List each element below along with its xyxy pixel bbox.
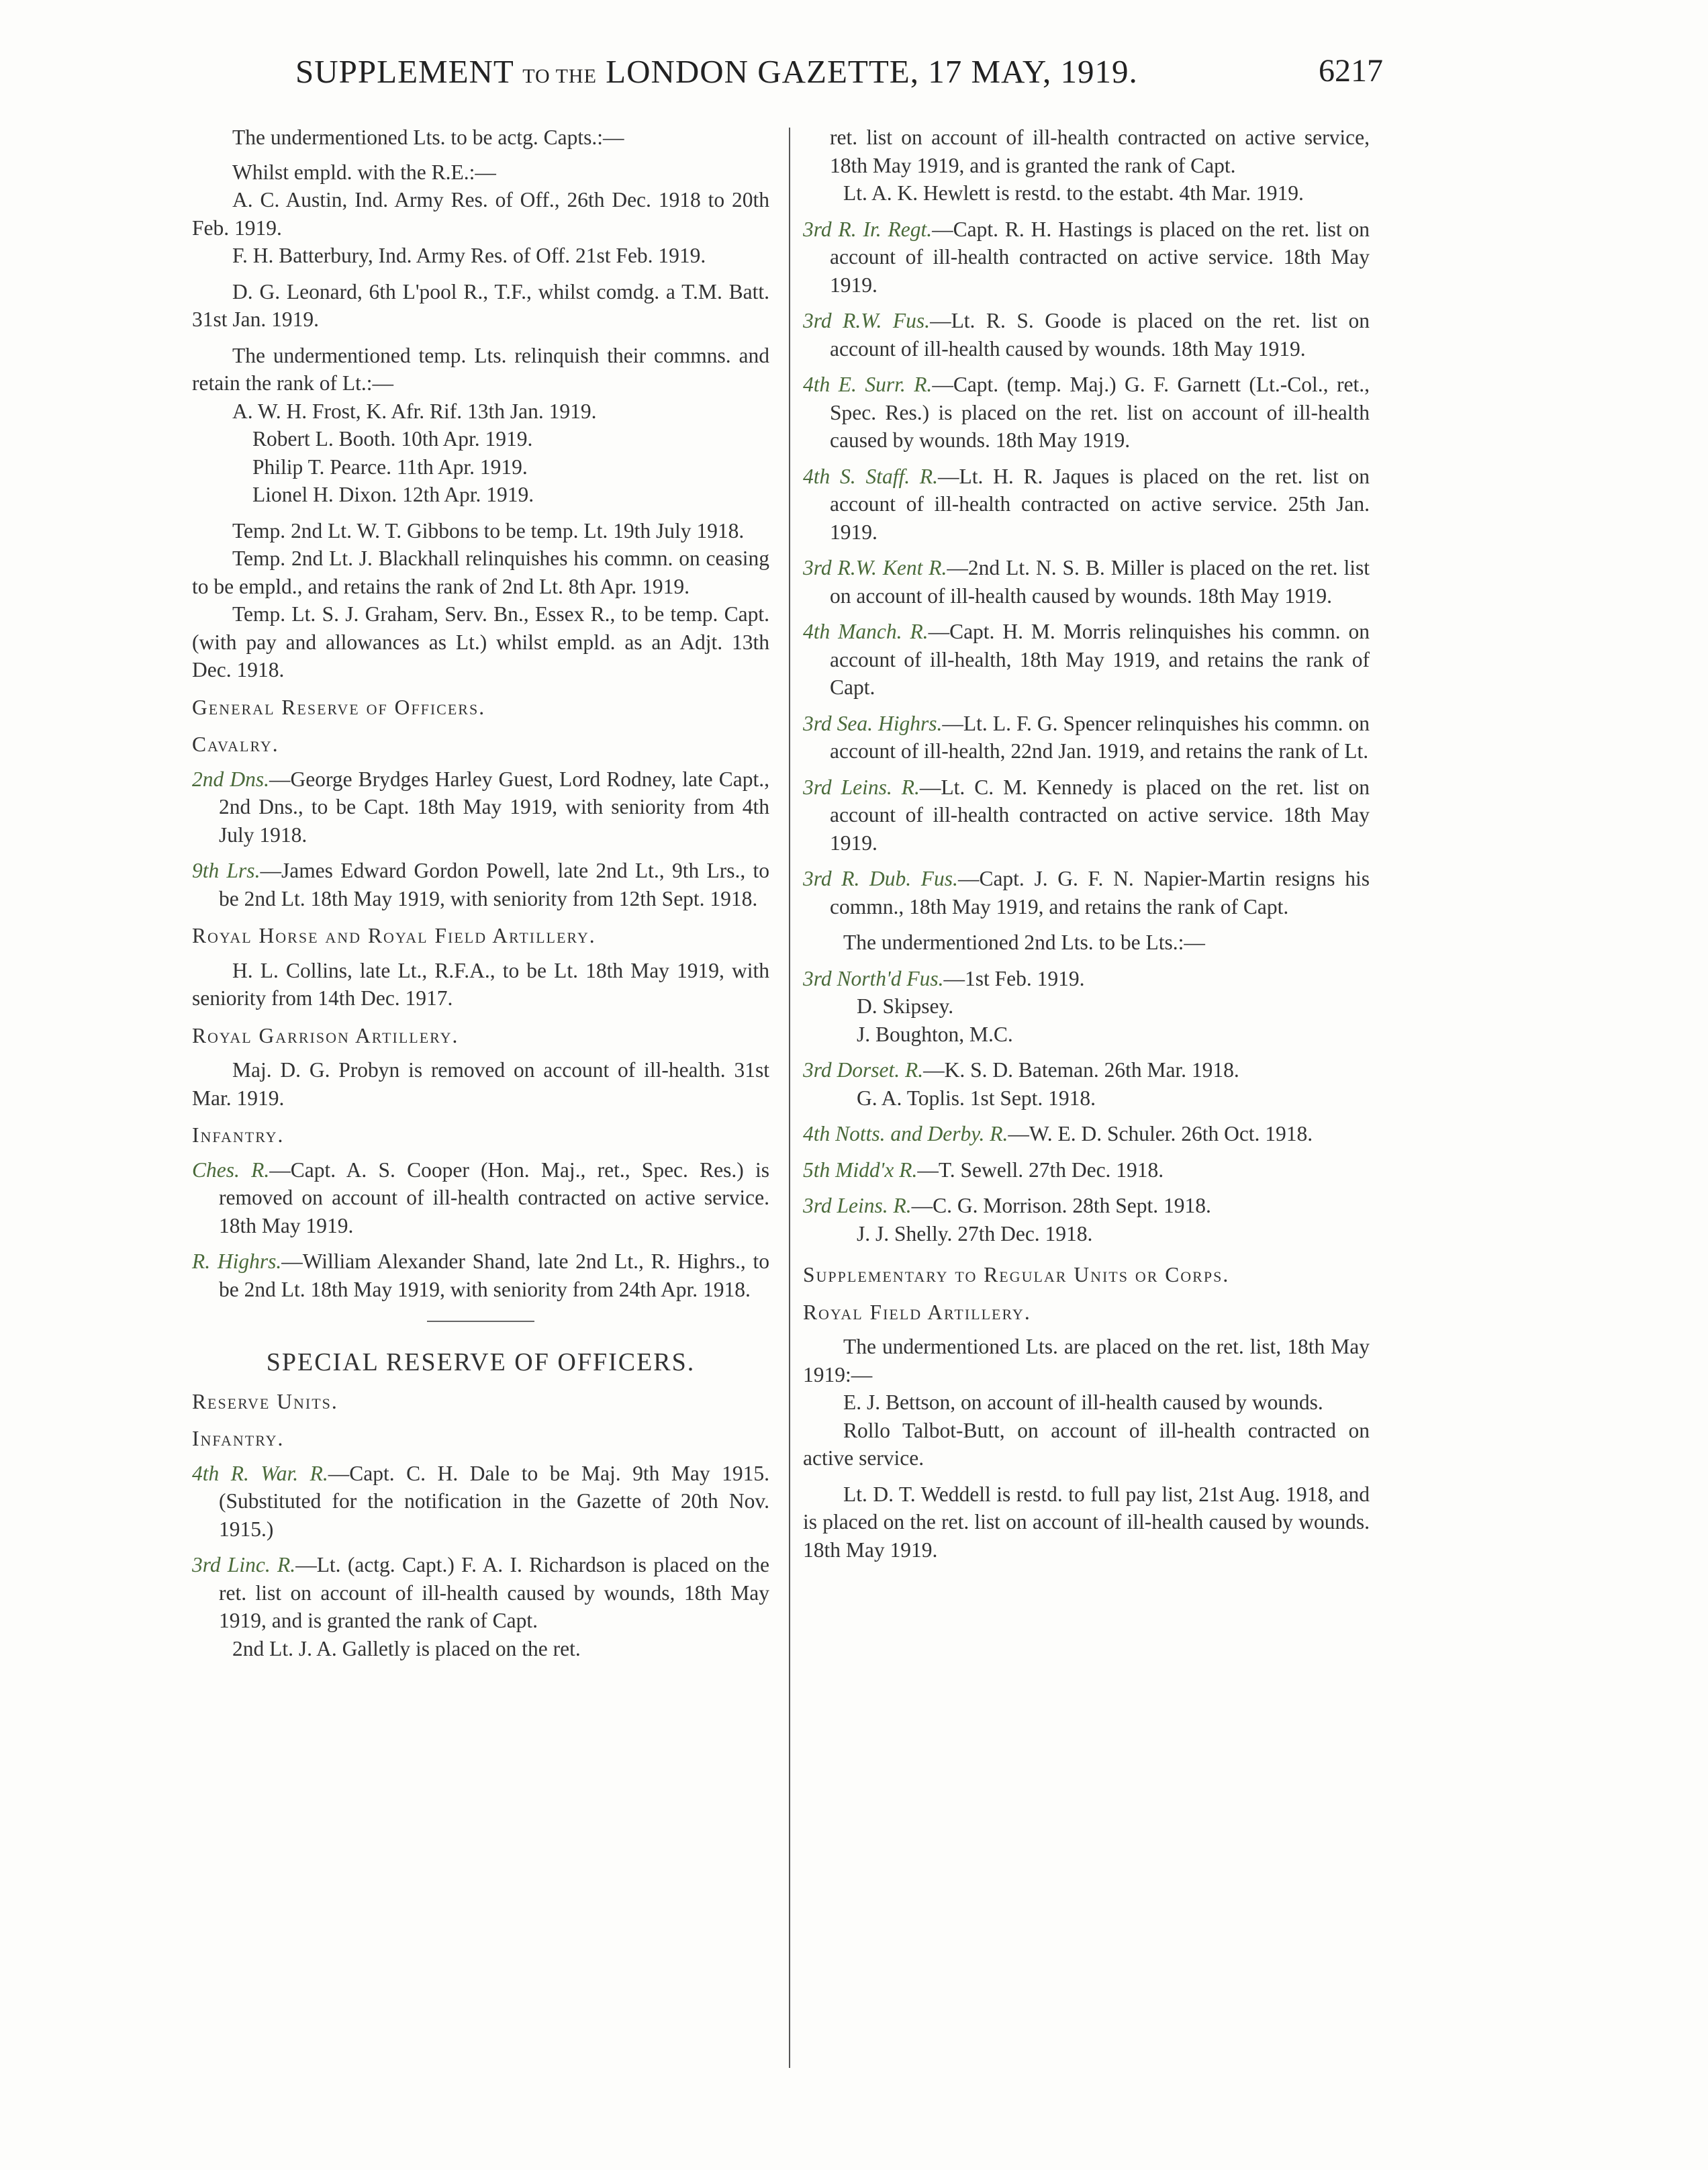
entry-text: —Capt. H. M. Morris relinquishes his commn. on account of ill-health, 18th May 1919, and retains the rank of Capt. xyxy=(830,620,1370,699)
entry-text: —Capt. J. G. F. N. Napier-Martin resigns his commn., 18th May 1919, and retains the rank of Capt. xyxy=(830,867,1370,918)
entry-text: —James Edward Gordon Powell, late 2nd Lt., 9th Lrs., to be 2nd Lt. 18th May 1919, with seniority from 12th Sept. 1918. xyxy=(219,859,769,910)
notice-paragraph: The undermentioned Lts. are placed on the ret. list, 18th May 1919:— xyxy=(803,1335,1370,1386)
unit-name: 9th Lrs. xyxy=(192,859,260,882)
entry-text: —Capt. C. H. Dale to be Maj. 9th May 1915. (Substituted for the notification in the Gazette of 20th Nov. 1915.) xyxy=(219,1461,769,1541)
entry-text: —2nd Lt. N. S. B. Miller is placed on the ret. list on account of ill-health caused by wounds. 18th May 1919. xyxy=(830,556,1370,608)
unit-entry xyxy=(192,1247,769,1303)
name-entry: J. J. Shelly. 27th Dec. 1918. xyxy=(857,1221,1093,1245)
entry-text: —William Alexander Shand, late 2nd Lt., R. Highrs., to be 2nd Lt. 18th May 1919, with seniority from 24th Apr. 1918. xyxy=(219,1249,769,1301)
major-heading: SPECIAL RESERVE OF OFFICERS. xyxy=(266,1348,696,1376)
name-entry: J. Boughton, M.C. xyxy=(857,1022,1013,1046)
entry-text: —Capt. R. H. Hastings is placed on the ret. list on account of ill-health contracted on active service. 18th May 1919. xyxy=(830,217,1370,297)
unit-entry xyxy=(803,307,1370,363)
unit-name: 4th S. Staff. R. xyxy=(803,464,938,488)
entry-text: —George Brydges Harley Guest, Lord Rodney, late Capt., 2nd Dns., to be Capt. 18th May 1919, with seniority from 4th July 1918. xyxy=(219,767,769,847)
unit-name: 3rd North'd Fus. xyxy=(803,966,944,990)
name-entry: Robert L. Booth. 10th Apr. 1919. xyxy=(252,427,533,451)
unit-name: 4th Manch. R. xyxy=(803,620,929,643)
unit-name: 3rd R.W. Kent R. xyxy=(803,556,947,579)
header-title xyxy=(295,52,1138,91)
section-heading: Royal Horse and Royal Field Artillery. xyxy=(192,924,596,947)
unit-name: 3rd R. Ir. Regt. xyxy=(803,217,933,241)
section-heading: Supplementary to Regular Units or Corps. xyxy=(803,1263,1230,1286)
section-heading: Infantry. xyxy=(192,1123,285,1147)
unit-name: 3rd Linc. R. xyxy=(192,1553,296,1576)
unit-name: 3rd Sea. Highrs. xyxy=(803,711,943,735)
entry-text: —Lt. H. R. Jaques is placed on the ret. list on account of ill-health contracted on active service. 25th Jan. 1919. xyxy=(830,464,1370,544)
entry-text: —Lt. C. M. Kennedy is placed on the ret. list on account of ill-health contracted on active service. 18th May 1919. xyxy=(830,775,1370,855)
notice-paragraph: Lt. D. T. Weddell is restd. to full pay list, 21st Aug. 1918, and is placed on the ret. list on account of ill-health caused by wounds. 18th May 1919. xyxy=(803,1482,1370,1562)
unit-entry xyxy=(192,1156,769,1240)
entry-text: —Lt. R. S. Goode is placed on the ret. list on account of ill-health caused by wounds. 18th May 1919. xyxy=(830,309,1370,361)
unit-name: 3rd Leins. R. xyxy=(803,1194,912,1217)
entry-text: —Lt. (actg. Capt.) F. A. I. Richardson is placed on the ret. list on account of ill-health caused by wounds, 18th May 1919, and is granted the rank of Capt. xyxy=(219,1553,769,1632)
unit-name: 4th E. Surr. R. xyxy=(803,373,933,396)
notice-paragraph: A. W. H. Frost, K. Afr. Rif. 13th Jan. 1919. xyxy=(232,399,597,423)
notice-paragraph: Lt. A. K. Hewlett is restd. to the estabt. 4th Mar. 1919. xyxy=(843,181,1304,205)
section-heading: General Reserve of Officers. xyxy=(192,695,486,719)
right-column xyxy=(803,124,1370,1564)
gazette-header xyxy=(295,52,1383,99)
unit-entry xyxy=(192,1460,769,1544)
unit-name: 3rd Leins. R. xyxy=(803,775,920,799)
name-entry: Lionel H. Dixon. 12th Apr. 1919. xyxy=(252,483,534,506)
column-divider xyxy=(789,128,790,2068)
unit-name: 3rd Dorset. R. xyxy=(803,1058,924,1082)
unit-name: 4th Notts. and Derby. R. xyxy=(803,1122,1008,1145)
section-heading: Royal Field Artillery. xyxy=(803,1300,1031,1324)
unit-name: 3rd R.W. Fus. xyxy=(803,309,931,332)
section-heading: Reserve Units. xyxy=(192,1389,338,1413)
unit-entry xyxy=(803,1056,1370,1084)
name-entry: G. A. Toplis. 1st Sept. 1918. xyxy=(857,1086,1096,1110)
notice-paragraph: H. L. Collins, late Lt., R.F.A., to be Lt. 18th May 1919, with seniority from 14th Dec. 1917. xyxy=(192,958,769,1010)
notice-paragraph: The undermentioned Lts. to be actg. Capts.:— xyxy=(232,126,624,149)
name-entry: D. Skipsey. xyxy=(857,994,954,1018)
unit-entry xyxy=(803,965,1370,993)
unit-name: 5th Midd'x R. xyxy=(803,1158,918,1182)
unit-entry xyxy=(803,1192,1370,1220)
notice-paragraph: F. H. Batterbury, Ind. Army Res. of Off. 21st Feb. 1919. xyxy=(232,244,706,267)
notice-paragraph: Temp. 2nd Lt. W. T. Gibbons to be temp. Lt. 19th July 1918. xyxy=(232,518,745,542)
entry-text: —Capt. (temp. Maj.) G. F. Garnett (Lt.-Col., ret., Spec. Res.) is placed on the ret. list on account of ill-health caused by wounds. 18th May 1919. xyxy=(830,373,1370,452)
notice-paragraph: ret. list on account of ill-health contracted on active service, 18th May 1919, and is granted the rank of Capt. xyxy=(830,126,1370,177)
unit-name: 4th R. War. R. xyxy=(192,1461,328,1485)
notice-paragraph: Maj. D. G. Probyn is removed on account of ill-health. 31st Mar. 1919. xyxy=(192,1058,769,1110)
entry-text: —W. E. D. Schuler. 26th Oct. 1918. xyxy=(1008,1122,1313,1145)
unit-entry xyxy=(803,554,1370,610)
unit-name: R. Highrs. xyxy=(192,1249,282,1273)
header-title-gazette-date: LONDON GAZETTE, 17 MAY, 1919. xyxy=(606,53,1138,90)
name-entry: Philip T. Pearce. 11th Apr. 1919. xyxy=(252,455,528,479)
unit-entry xyxy=(803,618,1370,702)
section-heading: Infantry. xyxy=(192,1427,285,1450)
entry-text: —K. S. D. Bateman. 26th Mar. 1918. xyxy=(923,1058,1239,1082)
unit-entry xyxy=(803,1156,1370,1184)
notice-paragraph: A. C. Austin, Ind. Army Res. of Off., 26th Dec. 1918 to 20th Feb. 1919. xyxy=(192,188,769,240)
notice-paragraph: 2nd Lt. J. A. Galletly is placed on the ret. xyxy=(232,1636,581,1660)
entry-text: —1st Feb. 1919. xyxy=(943,966,1085,990)
unit-entry xyxy=(192,857,769,912)
header-title-to-the: TO THE xyxy=(522,65,597,87)
unit-entry xyxy=(192,1551,769,1635)
page-number: 6217 xyxy=(1319,53,1383,89)
section-heading: Royal Garrison Artillery. xyxy=(192,1023,459,1047)
unit-entry xyxy=(803,1120,1370,1148)
entry-text: —C. G. Morrison. 28th Sept. 1918. xyxy=(911,1194,1211,1217)
entry-text: —Capt. A. S. Cooper (Hon. Maj., ret., Spec. Res.) is removed on account of ill-health contracted on active service. 18th May 1919. xyxy=(219,1158,770,1237)
unit-entry xyxy=(803,216,1370,299)
notice-paragraph: Whilst empld. with the R.E.:— xyxy=(232,160,496,184)
section-rule xyxy=(427,1321,534,1322)
unit-entry xyxy=(803,463,1370,547)
notice-paragraph: E. J. Bettson, on account of ill-health caused by wounds. xyxy=(843,1390,1323,1414)
left-column xyxy=(192,124,769,1662)
unit-entry xyxy=(803,710,1370,765)
entry-text: —Lt. L. F. G. Spencer relinquishes his commn. on account of ill-health, 22nd Jan. 1919, and retains the rank of Lt. xyxy=(830,711,1370,763)
unit-name: 2nd Dns. xyxy=(192,767,269,791)
notice-paragraph: D. G. Leonard, 6th L'pool R., T.F., whilst comdg. a T.M. Batt. 31st Jan. 1919. xyxy=(192,279,769,331)
unit-name: 3rd R. Dub. Fus. xyxy=(803,867,958,890)
notice-paragraph: Rollo Talbot-Butt, on account of ill-health contracted on active service. xyxy=(803,1418,1370,1470)
notice-paragraph: The undermentioned temp. Lts. relinquish their commns. and retain the rank of Lt.:— xyxy=(192,343,769,395)
notice-paragraph: Temp. Lt. S. J. Graham, Serv. Bn., Essex R., to be temp. Capt. (with pay and allowances as Lt.) whilst empld. as an Adjt. 13th Dec. 1918. xyxy=(192,602,769,681)
unit-entry xyxy=(803,773,1370,857)
unit-name: Ches. R. xyxy=(192,1158,270,1182)
entry-text: —T. Sewell. 27th Dec. 1918. xyxy=(917,1158,1164,1182)
unit-entry xyxy=(192,765,769,849)
header-title-supplement: SUPPLEMENT xyxy=(295,53,514,90)
notice-paragraph: Temp. 2nd Lt. J. Blackhall relinquishes his commn. on ceasing to be empld., and retains the rank of 2nd Lt. 8th Apr. 1919. xyxy=(192,547,769,598)
unit-entry xyxy=(803,371,1370,455)
notice-paragraph: The undermentioned 2nd Lts. to be Lts.:— xyxy=(843,931,1205,954)
unit-entry xyxy=(803,865,1370,921)
section-heading: Cavalry. xyxy=(192,733,279,756)
